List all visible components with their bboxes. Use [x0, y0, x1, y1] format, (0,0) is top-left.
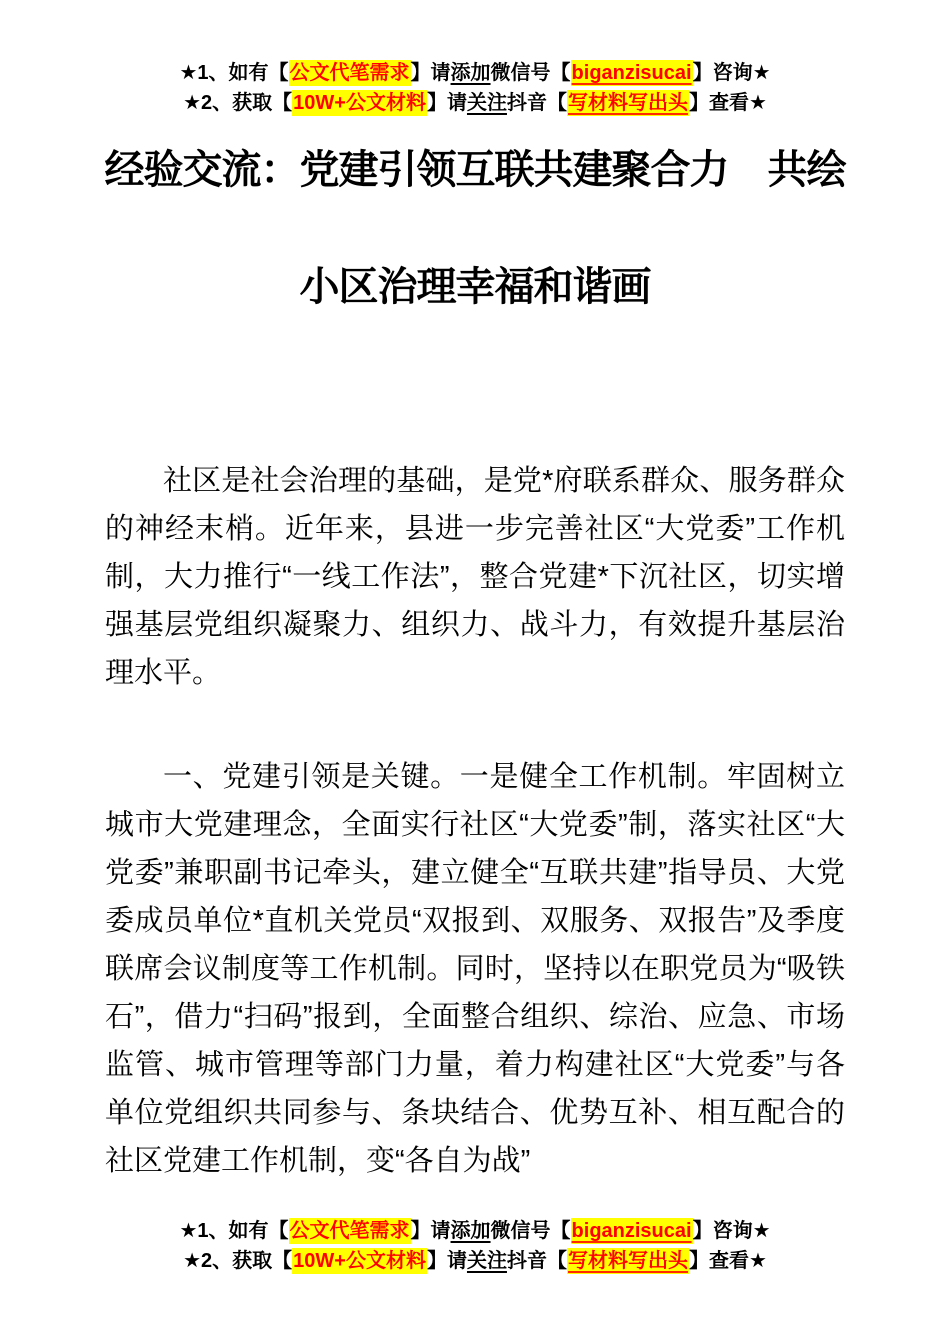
header-promo [0, 0, 950, 118]
promo2-prefix: ★2、获取【 [183, 1250, 293, 1272]
promo1-highlight-wechat-id: biganzisucai [571, 1220, 692, 1242]
promo1-mid1: 】请 [410, 62, 451, 84]
promo1-prefix: ★1、如有【 [179, 1220, 289, 1242]
body-paragraph-1: 社区是社会治理的基础，是党*府联系群众、服务群众的神经末梢。近年来，县进一步完善社区“大党委”工作机制，大力推行“一线工作法”，整合党建*下沉社区，切实增强基层党组织凝聚力、组织力、战斗力，有效提升基层治理水平。 [105, 465, 845, 689]
promo1-mid1: 】请 [410, 1220, 451, 1242]
promo1-highlight-wechat-id: biganzisucai [571, 62, 692, 84]
footer-promo [0, 1216, 950, 1276]
promo1-highlight-service: 公文代笔需求 [289, 62, 410, 84]
promo1-underline-add: 添加 [450, 62, 491, 84]
body-paragraph-2: 一、党建引领是关键。一是健全工作机制。牢固树立城市大党建理念，全面实行社区“大党委”制，落实社区“大党委”兼职副书记牵头，建立健全“互联共建”指导员、大党委成员单位*直机关党员“双报到、双服务、双报告”及季度联席会议制度等工作机制。同时，坚持以在职党员为“吸铁石”，借力“扫码”报到，全面整合组织、综治、应急、市场监管、城市管理等部门力量，着力构建社区“大党委”与各单位党组织共同参与、条块结合、优势互补、相互配合的社区党建工作机制，变“各自为战” [105, 761, 845, 1177]
promo1-suffix: 】咨询★ [692, 1220, 771, 1242]
document-title-line-1: 经验交流：党建引领互联共建聚合力 共绘 [104, 148, 846, 192]
promo1-highlight-service: 公文代笔需求 [289, 1220, 410, 1242]
promo2-mid2: 抖音【 [506, 92, 567, 114]
promo2-mid1: 】请 [426, 1250, 467, 1272]
promo2-suffix: 】查看★ [688, 1250, 767, 1272]
promo2-highlight-douyin-id: 写材料写出头 [567, 1250, 688, 1272]
promo2-prefix: ★2、获取【 [183, 92, 293, 114]
promo2-suffix: 】查看★ [688, 92, 767, 114]
promo1-mid2: 微信号【 [490, 1220, 571, 1242]
footer-promo-line-2 [0, 1246, 950, 1276]
document-title-line-2: 小区治理幸福和谐画 [299, 265, 651, 309]
promo2-highlight-materials: 10W+公文材料 [293, 1250, 426, 1272]
document-body [105, 457, 845, 1185]
promo1-mid2: 微信号【 [490, 62, 571, 84]
promo2-mid2: 抖音【 [506, 1250, 567, 1272]
promo1-suffix: 】咨询★ [692, 62, 771, 84]
header-promo-line-1 [0, 58, 950, 88]
promo1-underline-add: 添加 [450, 1220, 491, 1242]
footer-promo-line-1 [0, 1216, 950, 1246]
promo2-mid1: 】请 [426, 92, 467, 114]
promo2-underline-follow: 关注 [466, 92, 507, 114]
promo1-prefix: ★1、如有【 [179, 62, 289, 84]
promo2-underline-follow: 关注 [466, 1250, 507, 1272]
promo2-highlight-materials: 10W+公文材料 [293, 92, 426, 114]
header-promo-line-2 [0, 88, 950, 118]
promo2-highlight-douyin-id: 写材料写出头 [567, 92, 688, 114]
